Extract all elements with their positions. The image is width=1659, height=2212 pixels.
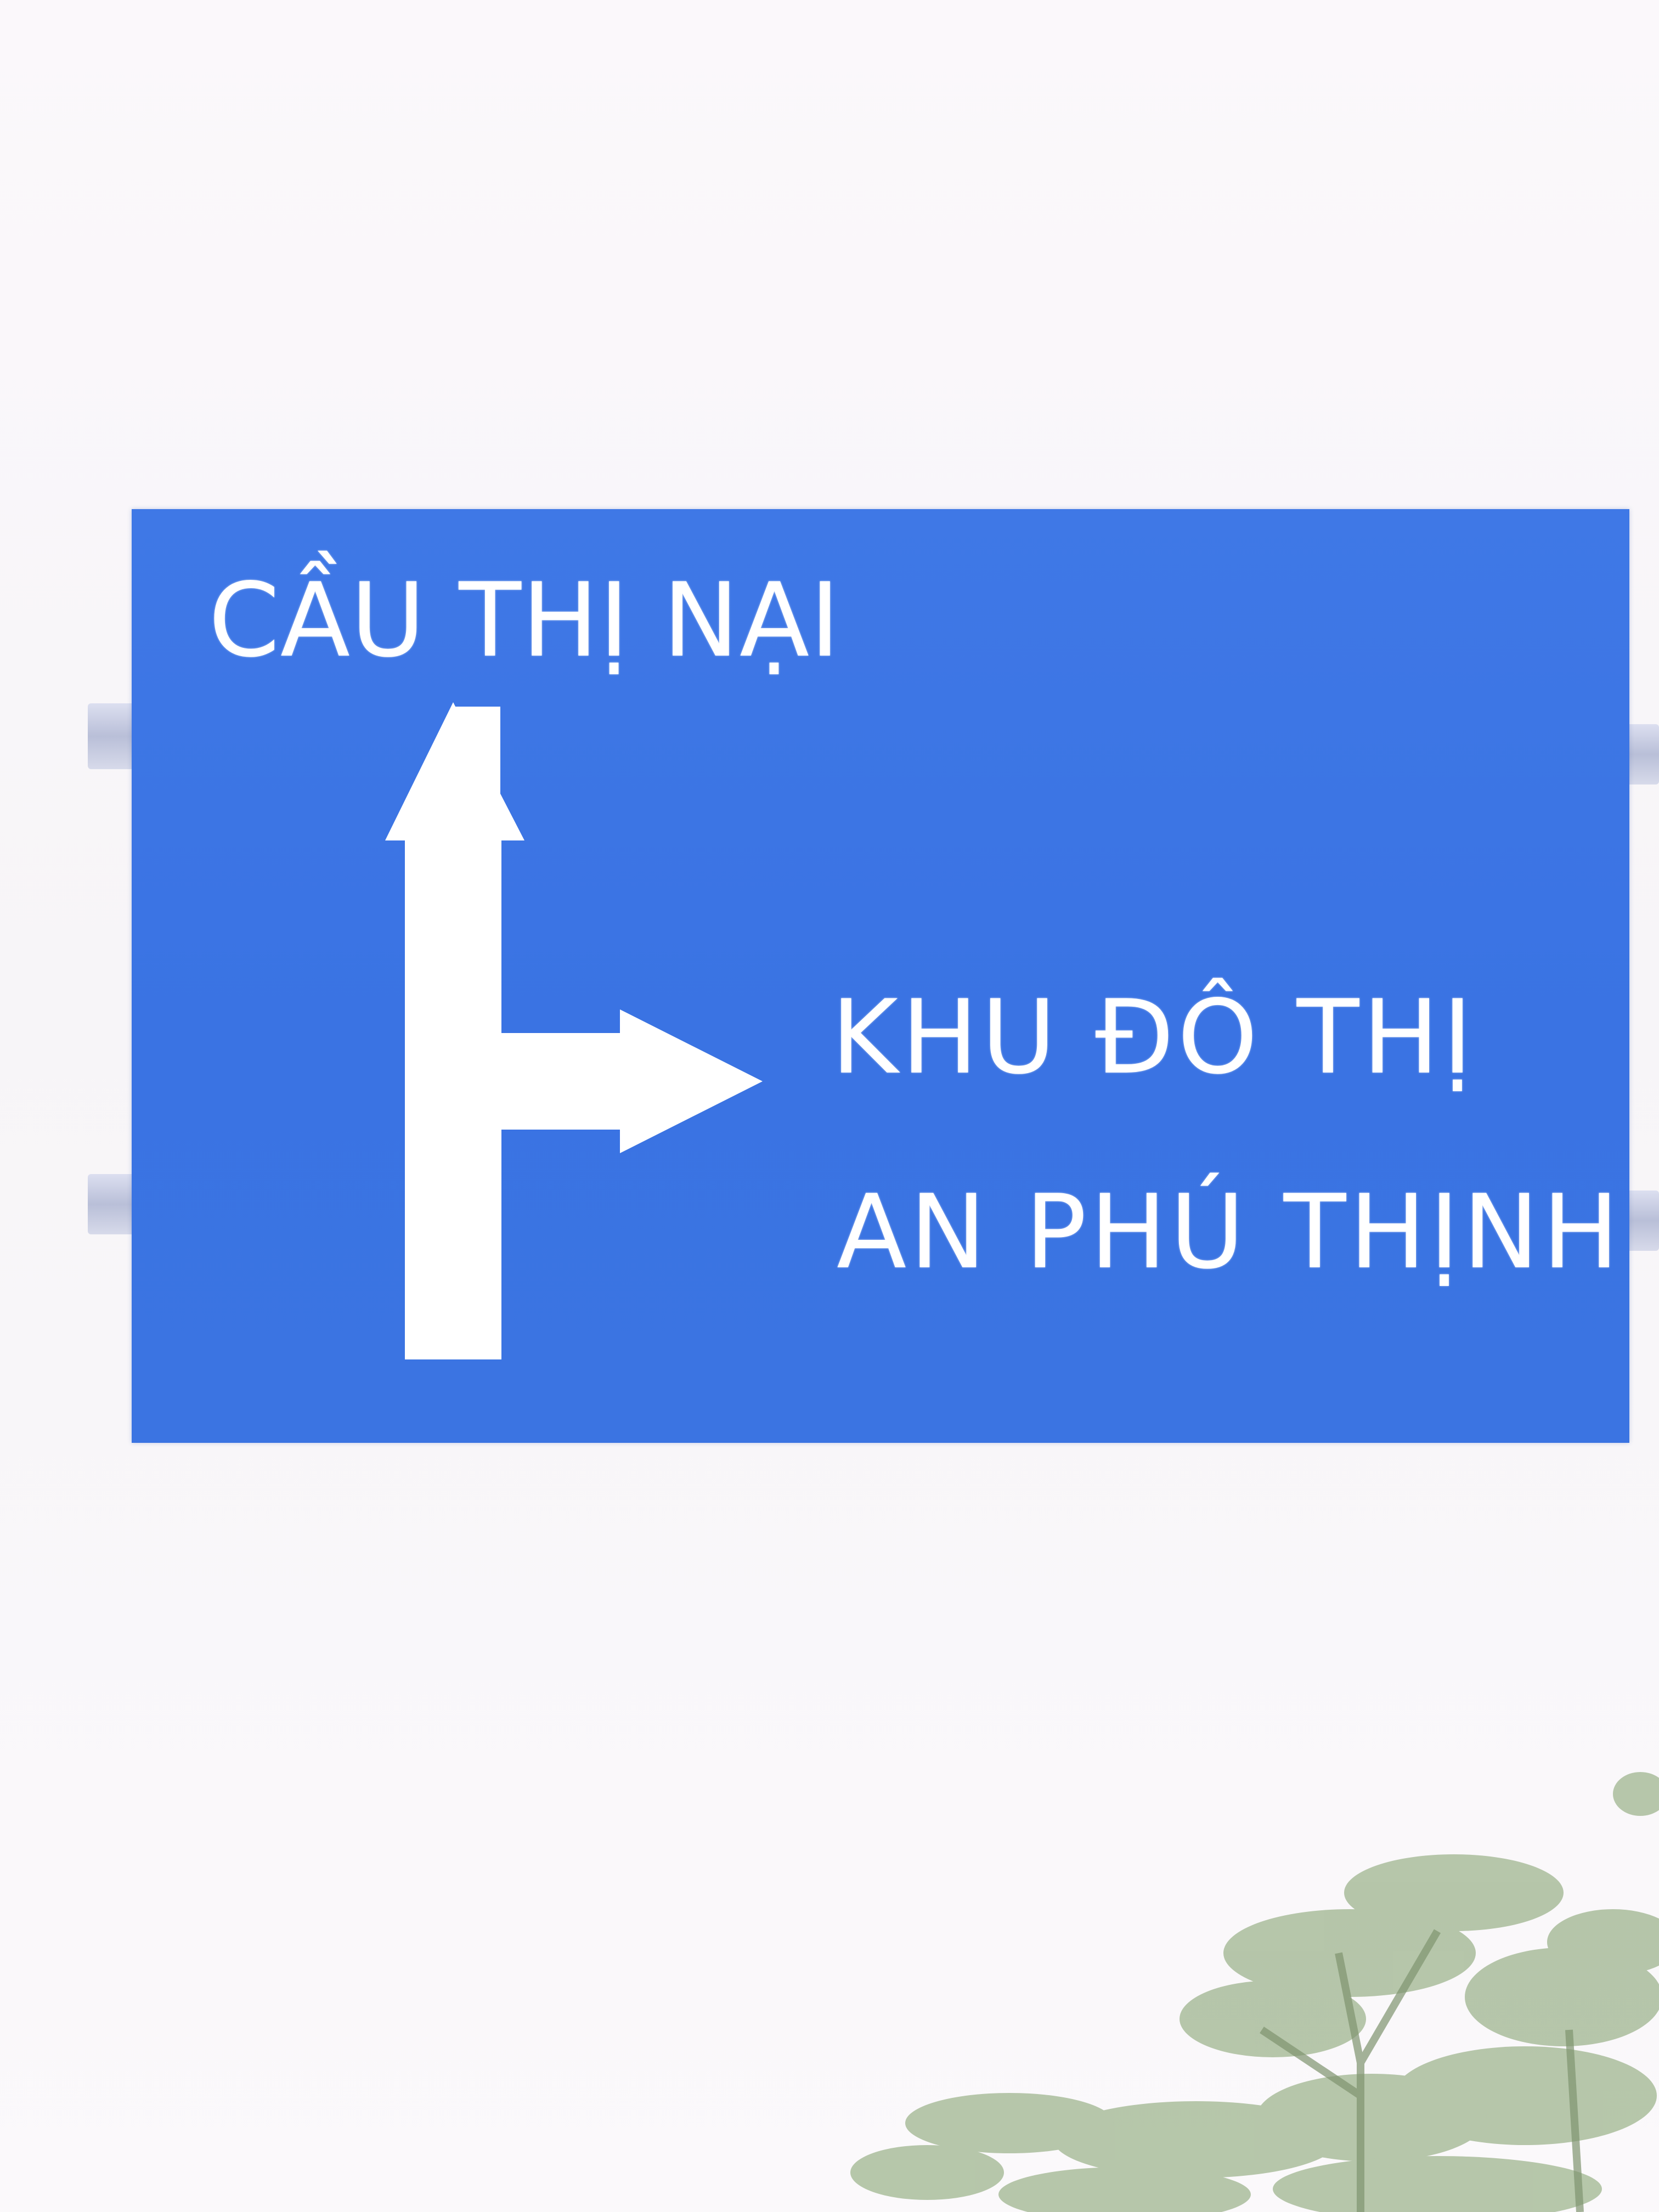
right-destination-line2: AN PHÚ THỊNH	[837, 1172, 1623, 1291]
top-destination-label: CẦU THỊ NẠI	[208, 561, 841, 680]
right-destination-line1: KHU ĐÔ THỊ	[831, 978, 1476, 1097]
